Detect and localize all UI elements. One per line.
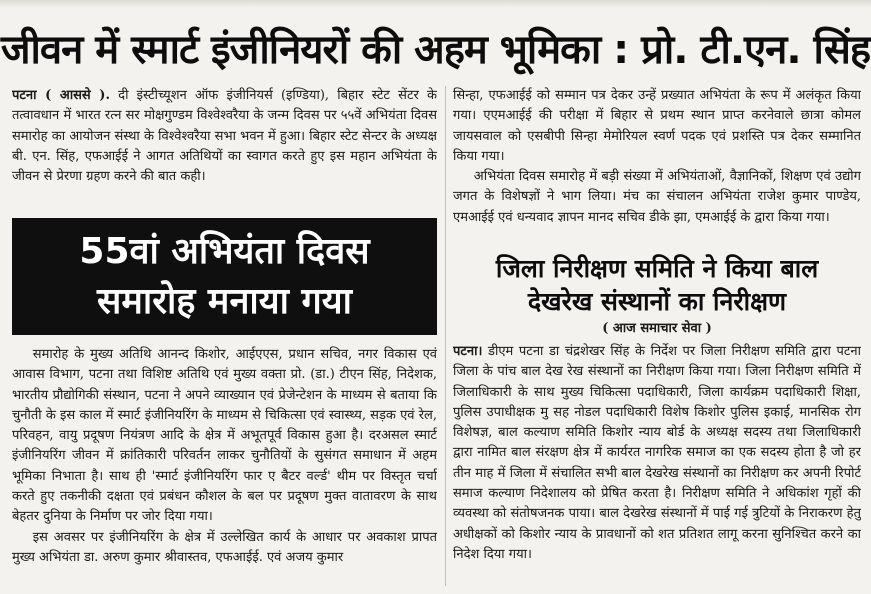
highlight-box (12, 218, 437, 335)
story2-paragraph (453, 342, 861, 565)
story2-headline (453, 252, 861, 318)
top-strip (0, 0, 871, 8)
article-column-left-top (12, 86, 437, 212)
story2-body-text: डीएम पटना डा चंद्रशेखर सिंह के निर्देश पर जिला निरीक्षण समिति द्वारा पटना जिला के पांच बाल देख रेख संस्थानों का निरीक्षण किया गया। जिला निरीक्षण समिति में जिलाधिकारी के साथ मुख्य चिकित्सा पदाधिकारी, जिला कार्यक्रम पदाधिकारी शिक्षा, पुलिस उपाधीक्षक मु सह नोडल पदाधिकारी विशेष किशोर पुलिस इकाई, मानसिक रोग विशेषज्ञ, बाल कल्याण समिति किशोर न्याय बोर्ड के अध्यक्ष सदस्य तथा जिलाधिकारी द्वारा नामित बाल संरक्षण क्षेत्र में कार्यरत नागरिक समाज का एक सदस्य होता है जो हर तीन माह में जिला में संचालित सभी बाल देखरेख संस्थानों का निरीक्षण कर अपनी रिपोर्ट समाज कल्याण निदेशालय को प्रेषित करता है। निरीक्षण समिति ने अधिकांश गृहों की व्यवस्था को संतोषजनक पाया। बाल देखरेख संस्थानों में पाई गई त्रुटियों के निराकरण हेतु अधीक्षकों को किशोर न्याय के प्रावधानों को शत प्रतिशत लागू करना सुनिश्चित करने का निदेश दिया गया। (453, 344, 861, 562)
article-column-right-top (453, 86, 861, 250)
article-paragraph-1 (12, 86, 437, 187)
story2-headline-line-1: जिला निरीक्षण समिति ने किया बाल (495, 254, 819, 283)
article-column-left-bottom (12, 345, 437, 589)
article-paragraph-3: इस अवसर पर इंजीनियरिंग के क्षेत्र में उल्लेखित कार्य के आधार पर अवकाश प्रापत मुख्य अभियंता डा. अरुण कुमार श्रीवास्तव, एफआईई. एवं अजय कुमार (12, 529, 437, 565)
article-dateline: पटना ( आससे ). (12, 88, 110, 103)
story2-column (453, 342, 861, 590)
article-paragraph-1-text: दी इंस्टीच्यूशन ऑफ इंजीनियर्स (इण्डिया), बिहार स्टेट सेंटर के तत्वावधान में भारत रत्न सर मोक्षगुण्डम विश्वेश्वरैया के जन्म दिवस पर ५५वें अभियंता दिवस समारोह का आयोजन संस्था के विश्वेश्वरैया सभा भवन में हुआ। बिहार स्टेट सेन्टर के अध्यक्ष बी. एन. सिंह, एफआईई ने आगत अतिथियों का स्वागत करते हुए इस महान अभियंता के जीवन से प्रेरणा ग्रहण करने की बात कही। (12, 88, 437, 185)
highlight-box-line-1: 55वां अभियंता दिवस (79, 230, 370, 272)
main-headline: जीवन में स्मार्ट इंजीनियरों की अहम भूमिका : प्रो. टी.एन. सिंह (0, 27, 871, 73)
article-paragraph-5: अभियंता दिवस समारोह में बड़ी संख्या में अभियंताओं, वैज्ञानिकों, शिक्षण एवं उद्योग जगत के विशेषज्ञों ने भाग लिया। मंच का संचालन अभियंता राजेश कुमार पाण्डेय, एमआईई एवं धन्यवाद ज्ञापन मानद सचिव डीके झा, एमआईई के द्वारा किया गया। (453, 169, 861, 225)
story2-credit: ( आज समाचार सेवा ) (602, 321, 712, 336)
highlight-box-line-2: समारोह मनाया गया (97, 280, 352, 322)
story2-dateline: पटना। (453, 344, 483, 359)
column-rule (445, 86, 446, 586)
article-paragraph-2: समारोह के मुख्य अतिथि आनन्द किशोर, आईएएस, प्रधान सचिव, नगर विकास एवं आवास विभाग, पटना तथा विशिष्ट अतिथि एवं मुख्य वक्ता प्रो. (डा.) टीएन सिंह, निदेशक, भारतीय प्रौद्योगिकी संस्थान, पटना ने अपने व्याख्यान एवं प्रेजेन्टेशन के माध्यम से बताया कि चुनौती के इस काल में स्मार्ट इंजीनियरिंग के माध्यम से चिकित्सा एवं स्वास्थ्य, सड़क एवं रेल, परिवहन, वायु प्रदूषण नियंत्रण आदि के क्षेत्र में अभूतपूर्व विकास हुआ है। दरअसल स्मार्ट इंजीनियरिंग जीवन में क्रांतिकारी परिवर्तन लाकर चुनौतियों के सुसंगत समाधान में अहम भूमिका निभाता है। साथ ही 'स्मार्ट इंजीनियरिंग फार ए बैटर वर्ल्ड' थीम पर विस्तृत चर्चा करते हुए तकनीकी दक्षता एवं प्रबंधन कौशल के बल पर प्रदूषण मुक्त वातावरण के साथ बेहतर दुनिया के निर्माण पर जोर दिया गया। (12, 347, 437, 525)
story2-headline-line-2: देखरेख संस्थानों का निरीक्षण (527, 287, 787, 316)
article-paragraph-4: सिन्हा, एफआईई को सम्मान पत्र देकर उन्हें प्रख्यात अभियंता के रूप में अलंकृत किया गया। एएमआईई की परीक्षा में बिहार से प्रथम स्थान प्राप्त करनेवाले छात्रा कोमल जायसवाल को एसबीपी सिन्हा मेमोरियल स्वर्ण पदक एवं प्रशस्ति पत्र देकर सम्मानित किया गया। (453, 88, 861, 164)
